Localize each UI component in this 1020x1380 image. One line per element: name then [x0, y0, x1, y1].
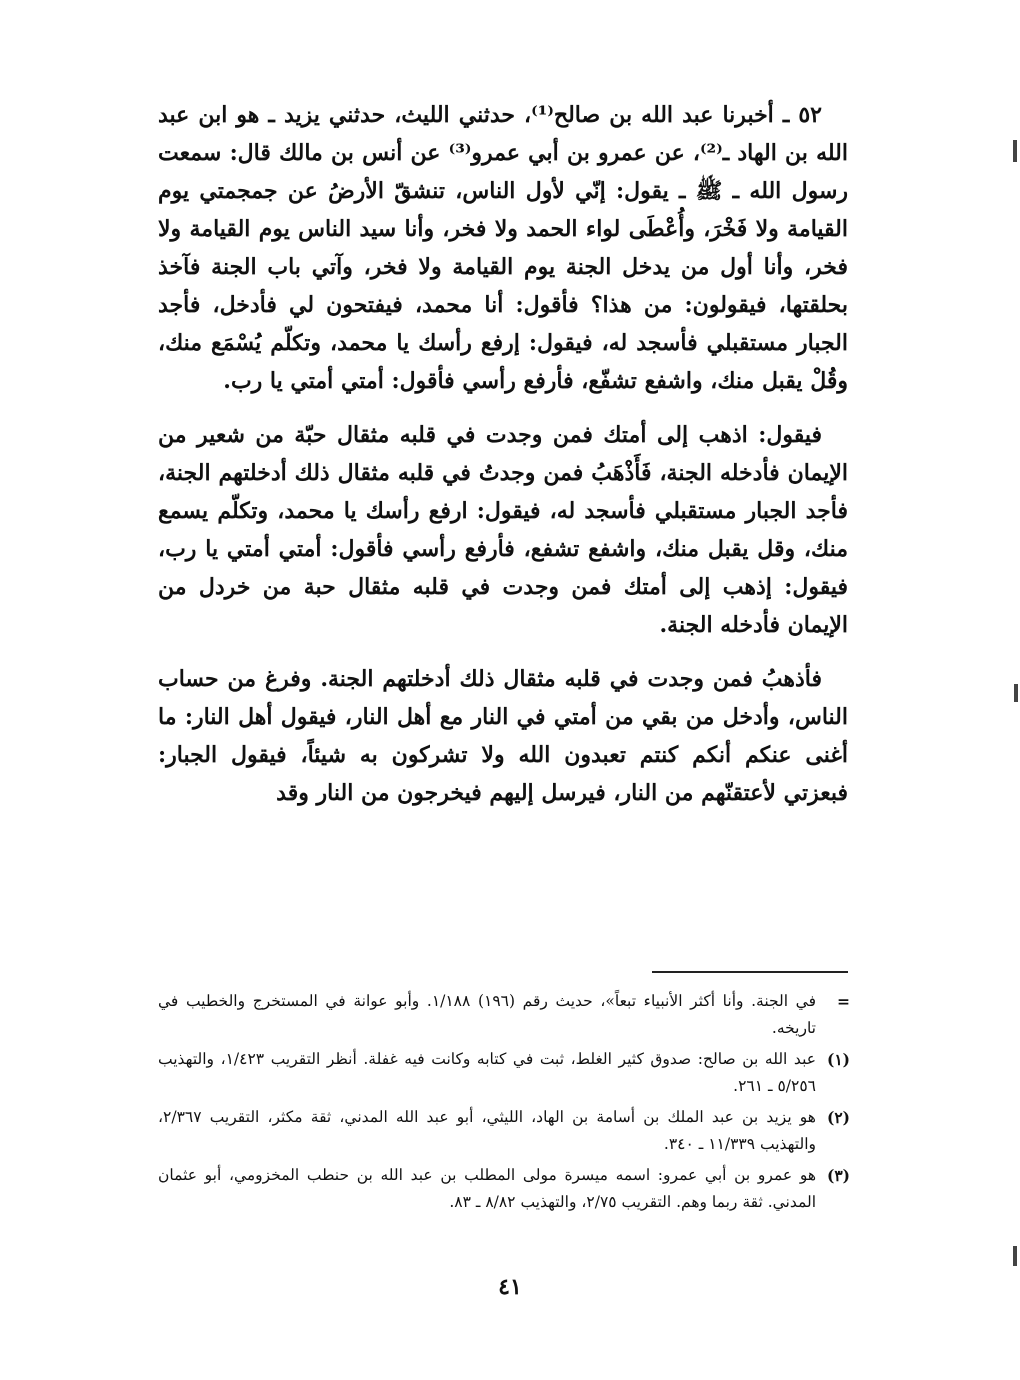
footnote-3 — [158, 1162, 850, 1216]
scan-edge-mark — [1013, 1246, 1017, 1266]
footnote-separator — [652, 971, 848, 973]
footnote-text: هو عمرو بن أبي عمرو: اسمه ميسرة مولى المطلب بن عبد الله بن حنطب المخزومي، أبو عثمان المدني. ثقة ربما وهم. التقريب ٢/٧٥، والتهذيب ٨/٨٢ ـ ٨٣. — [158, 1166, 816, 1211]
footnote-mark: (١) — [826, 1050, 850, 1069]
footnote-text: عبد الله بن صالح: صدوق كثير الغلط، ثبت في كتابه وكانت فيه غفلة. أنظر التقريب ١/٤٢٣، والتهذيب ٥/٢٥٦ ـ ٢٦١. — [158, 1050, 816, 1095]
footnote-mark: (٣) — [826, 1166, 850, 1185]
footnote-continuation — [158, 988, 850, 1042]
scan-edge-mark — [1014, 684, 1018, 702]
footnote-mark: (٢) — [826, 1108, 850, 1127]
footnote-1 — [158, 1046, 850, 1100]
scan-edge-mark — [1013, 140, 1017, 162]
footnote-2 — [158, 1104, 850, 1158]
paragraph-2: فيقول: اذهب إلى أمتك فمن وجدت في قلبه مثقال حبّة من شعير من الإيمان فأدخله الجنة، فَأَذْهَبُ فمن وجدتُ في قلبه مثقال ذلك أدخلتهم الجنة، فأجد الجبار مستقبلي فأسجد له، فيقول: ارفع رأسك يا محمد، وتكلّم يسمع منك، وقل يقبل منك، واشفع تشفع، فأرفع رأسي فأقول: أمتي أمتي يا رب، فيقول: إذهب إلى أمتك فمن وجدت في قلبه مثقال حبة من خردل من الإيمان فأدخله الجنة. — [158, 422, 848, 638]
hadith-text — [158, 96, 848, 828]
footnote-mark: = — [837, 992, 850, 1011]
page-number: ٤١ — [498, 1274, 522, 1300]
footnotes — [158, 988, 850, 1220]
footnote-text: هو يزيد بن عبد الملك بن أسامة بن الهاد، الليثي، أبو عبد الله المدني، ثقة مكثر، التقريب ٢/٣٦٧، والتهذيب ١١/٣٣٩ ـ ٣٤٠. — [158, 1108, 816, 1153]
paragraph-3: فأذهبُ فمن وجدت في قلبه مثقال ذلك أدخلتهم الجنة. وفرغ من حساب الناس، وأدخل من بقي من أمتي في النار مع أهل النار، فيقول أهل النار: ما أغنى عنكم أنكم كنتم تعبدون الله ولا تشركون به شيئاً، فيقول الجبار: فبعزتي لأعتقنّهم من النار، فيرسل إليهم فيخرجون من النار وقد — [158, 666, 848, 806]
paragraph-1: ٥٢ ـ أخبرنا عبد الله بن صالح⁽¹⁾، حدثني الليث، حدثني يزيد ـ هو ابن عبد الله بن الهاد ـ⁽²⁾، عن عمرو بن أبي عمرو⁽³⁾ عن أنس بن مالك قال: سمعت رسول الله ـ ﷺ ـ يقول: إنّي لأول الناس، تنشقّ الأرضُ عن جمجمتي يوم القيامة ولا فَخْرَ، وأُعْطَى لواء الحمد ولا فخر، وأنا سيد الناس يوم القيامة ولا فخر، وأنا أول من يدخل الجنة يوم القيامة ولا فخر، وآتي باب الجنة فآخذ بحلقتها، فيقولون: من هذا؟ فأقول: أنا محمد، فيفتحون لي فأدخل، فأجد الجبار مستقبلي فأسجد له، فيقول: إرفع رأسك يا محمد، وتكلّم يُسْمَع منك، وقُلْ يقبل منك، واشفع تشفّع، فأرفع رأسي فأقول: أمتي أمتي يا رب. — [158, 102, 848, 394]
footnote-text: في الجنة. وأنا أكثر الأنبياء تبعاً»، حديث رقم (١٩٦) ١/١٨٨. وأبو عوانة في المستخرج والخطيب في تاريخه. — [158, 992, 816, 1037]
